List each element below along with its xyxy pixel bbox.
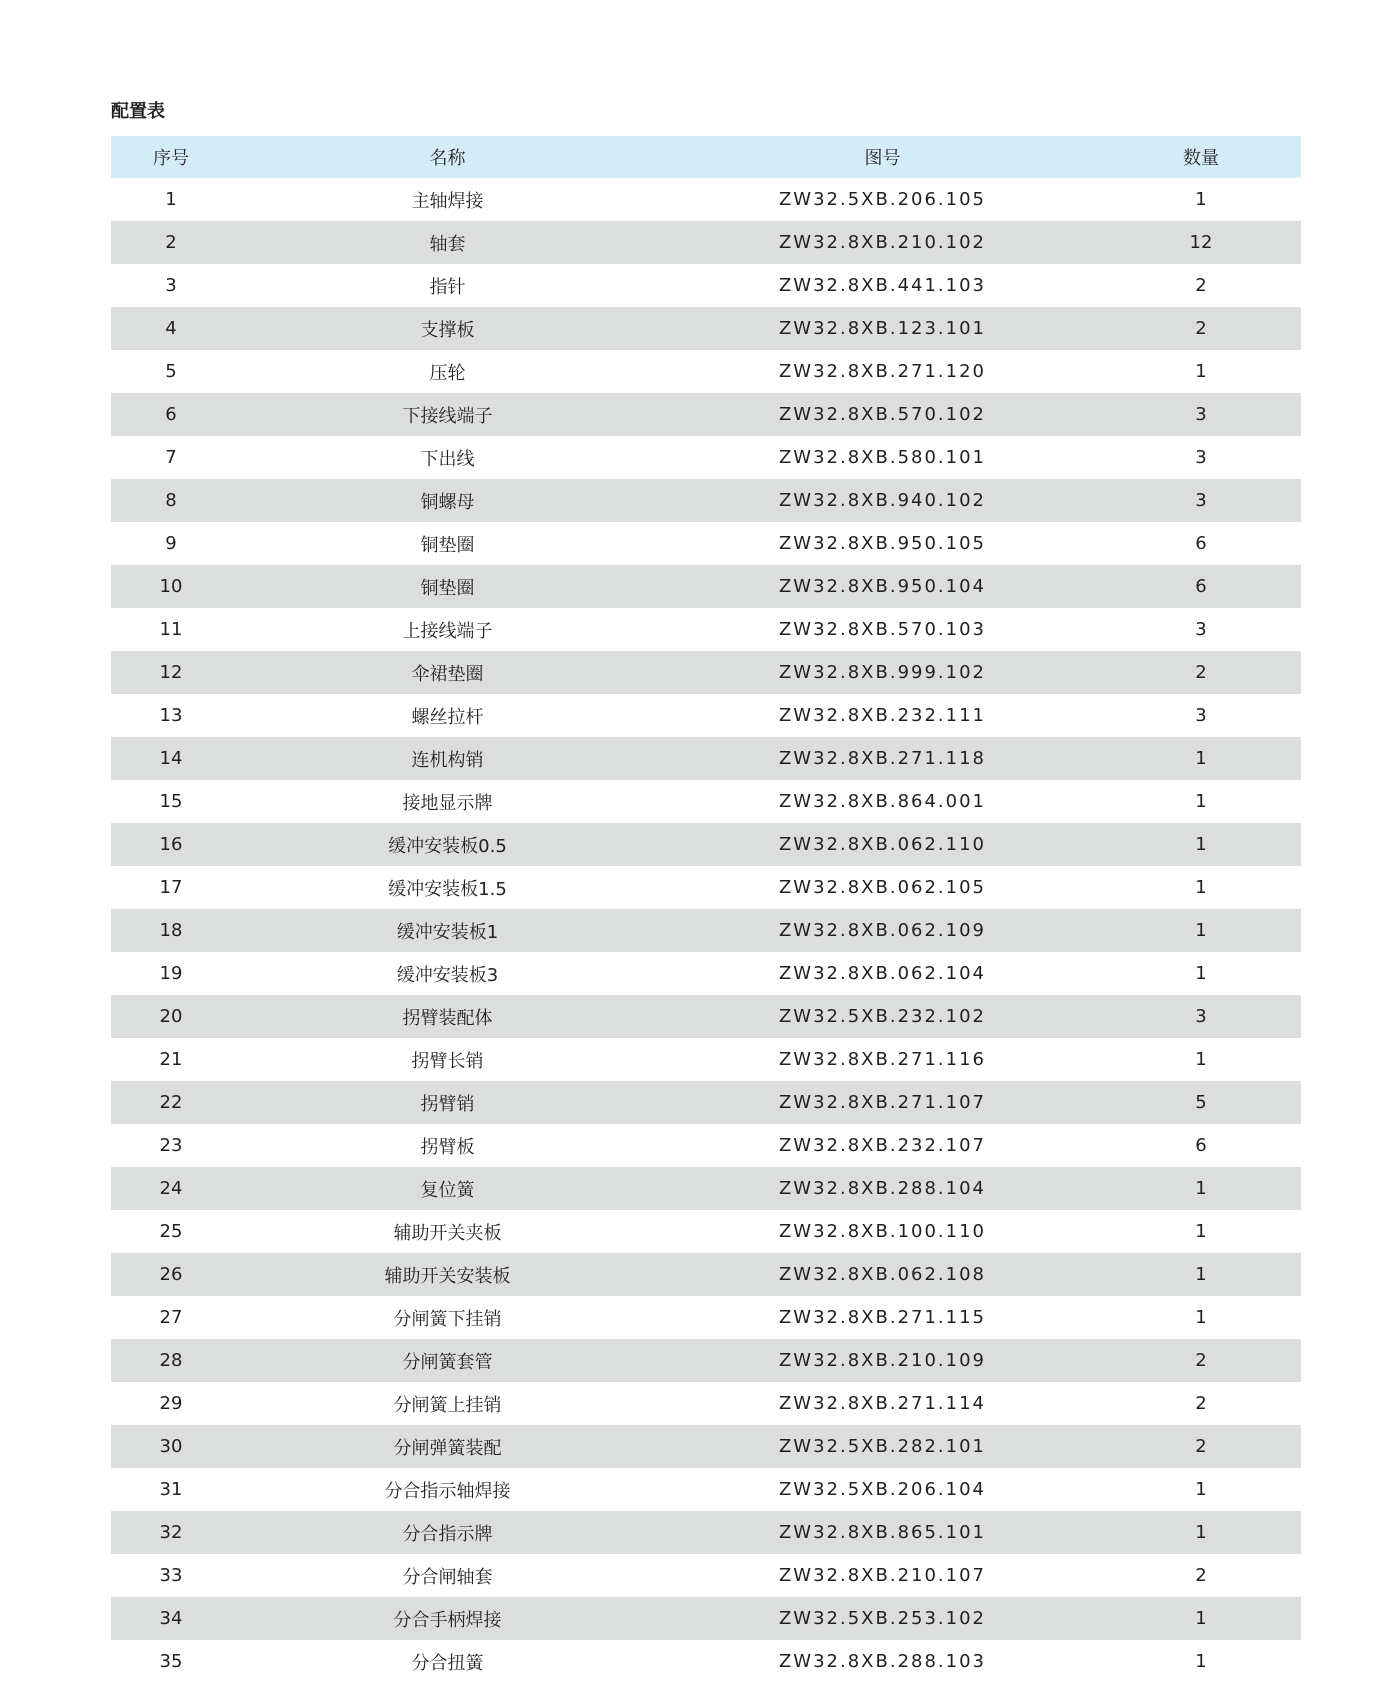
table-body (111, 178, 1301, 1683)
cell-quantity: 1 (1195, 1049, 1207, 1070)
cell-drawing-number: ZW32.8XB.950.104 (778, 576, 987, 597)
cell-name: 压轮 (429, 362, 466, 384)
cell-drawing-number: ZW32.8XB.580.101 (778, 447, 987, 468)
cell-quantity: 1 (1195, 1479, 1207, 1500)
cell-quantity: 1 (1195, 920, 1207, 941)
cell-drawing-number: ZW32.8XB.062.109 (778, 920, 987, 941)
config-table (111, 136, 1301, 1683)
cell-quantity: 1 (1195, 963, 1207, 984)
cell-quantity: 2 (1195, 1436, 1207, 1457)
header-index: 序号 (153, 148, 189, 169)
table-row (111, 264, 1301, 307)
cell-index: 12 (159, 662, 183, 683)
cell-quantity: 2 (1195, 662, 1207, 683)
cell-index: 8 (165, 490, 177, 511)
cell-name: 分合指示轴焊接 (384, 1480, 511, 1502)
cell-drawing-number: ZW32.8XB.288.103 (778, 1651, 987, 1672)
cell-name: 下接线端子 (402, 405, 493, 427)
cell-drawing-number: ZW32.8XB.940.102 (778, 490, 987, 511)
cell-quantity: 3 (1195, 404, 1207, 425)
cell-name: 辅助开关夹板 (393, 1222, 502, 1244)
cell-quantity: 2 (1195, 1565, 1207, 1586)
table-row (111, 393, 1301, 436)
cell-index: 28 (159, 1350, 183, 1371)
cell-drawing-number: ZW32.8XB.999.102 (778, 662, 987, 683)
cell-drawing-number: ZW32.8XB.210.102 (778, 232, 987, 253)
cell-name: 铜垫圈 (420, 577, 475, 599)
cell-name: 分合手柄焊接 (393, 1609, 502, 1631)
cell-quantity: 1 (1195, 791, 1207, 812)
cell-index: 10 (159, 576, 183, 597)
cell-drawing-number: ZW32.8XB.271.115 (778, 1307, 987, 1328)
cell-drawing-number: ZW32.8XB.232.111 (778, 705, 987, 726)
cell-index: 18 (159, 920, 183, 941)
cell-name: 拐臂装配体 (402, 1007, 493, 1029)
cell-index: 20 (159, 1006, 183, 1027)
cell-quantity: 1 (1195, 1178, 1207, 1199)
table-row (111, 436, 1301, 479)
cell-name: 支撑板 (420, 319, 475, 341)
cell-name: 分闸弹簧装配 (393, 1437, 502, 1459)
cell-quantity: 1 (1195, 1307, 1207, 1328)
table-row (111, 651, 1301, 694)
table-row (111, 1468, 1301, 1511)
table-row (111, 1081, 1301, 1124)
table-row (111, 1382, 1301, 1425)
cell-index: 5 (165, 361, 177, 382)
cell-drawing-number: ZW32.8XB.232.107 (778, 1135, 987, 1156)
cell-name: 接地显示牌 (402, 792, 493, 814)
cell-index: 11 (159, 619, 183, 640)
cell-drawing-number: ZW32.8XB.950.105 (778, 533, 987, 554)
table-row (111, 909, 1301, 952)
cell-quantity: 6 (1195, 576, 1207, 597)
cell-quantity: 1 (1195, 1608, 1207, 1629)
table-row (111, 608, 1301, 651)
cell-quantity: 6 (1195, 1135, 1207, 1156)
cell-index: 32 (159, 1522, 183, 1543)
cell-name: 轴套 (429, 233, 466, 255)
cell-name: 分闸簧下挂销 (393, 1308, 502, 1330)
cell-name: 伞裙垫圈 (411, 663, 484, 685)
table-row (111, 1253, 1301, 1296)
table-row (111, 1296, 1301, 1339)
cell-drawing-number: ZW32.8XB.271.114 (778, 1393, 987, 1414)
cell-drawing-number: ZW32.5XB.282.101 (778, 1436, 987, 1457)
cell-drawing-number: ZW32.8XB.441.103 (778, 275, 987, 296)
cell-index: 16 (159, 834, 183, 855)
cell-drawing-number: ZW32.5XB.253.102 (778, 1608, 987, 1629)
cell-index: 14 (159, 748, 183, 769)
cell-name: 铜垫圈 (420, 534, 475, 556)
table-row (111, 178, 1301, 221)
cell-quantity: 2 (1195, 1393, 1207, 1414)
cell-quantity: 5 (1195, 1092, 1207, 1113)
cell-name: 复位簧 (420, 1179, 475, 1201)
cell-name: 辅助开关安装板 (384, 1265, 511, 1287)
cell-drawing-number: ZW32.5XB.232.102 (778, 1006, 987, 1027)
cell-drawing-number: ZW32.8XB.271.107 (778, 1092, 987, 1113)
cell-index: 4 (165, 318, 177, 339)
table-row (111, 995, 1301, 1038)
cell-index: 27 (159, 1307, 183, 1328)
table-row (111, 221, 1301, 264)
cell-drawing-number: ZW32.8XB.288.104 (778, 1178, 987, 1199)
table-row (111, 307, 1301, 350)
cell-drawing-number: ZW32.8XB.271.120 (778, 361, 987, 382)
cell-index: 9 (165, 533, 177, 554)
cell-drawing-number: ZW32.5XB.206.105 (778, 189, 987, 210)
cell-drawing-number: ZW32.8XB.271.118 (778, 748, 987, 769)
cell-index: 23 (159, 1135, 183, 1156)
cell-name: 主轴焊接 (411, 190, 484, 212)
cell-quantity: 1 (1195, 1264, 1207, 1285)
cell-quantity: 2 (1195, 1350, 1207, 1371)
cell-index: 21 (159, 1049, 183, 1070)
cell-name: 分合指示牌 (402, 1523, 493, 1545)
cell-drawing-number: ZW32.8XB.062.110 (778, 834, 987, 855)
table-row (111, 780, 1301, 823)
cell-quantity: 12 (1189, 232, 1213, 253)
cell-index: 2 (165, 232, 177, 253)
table-row (111, 1425, 1301, 1468)
cell-quantity: 3 (1195, 447, 1207, 468)
cell-name: 铜螺母 (420, 491, 475, 513)
cell-quantity: 1 (1195, 1221, 1207, 1242)
table-row (111, 694, 1301, 737)
cell-index: 13 (159, 705, 183, 726)
cell-index: 30 (159, 1436, 183, 1457)
cell-quantity: 3 (1195, 619, 1207, 640)
cell-index: 3 (165, 275, 177, 296)
table-row (111, 1124, 1301, 1167)
cell-quantity: 1 (1195, 1522, 1207, 1543)
table-row (111, 866, 1301, 909)
cell-name: 缓冲安装板0.5 (388, 835, 507, 857)
cell-name: 分合扭簧 (411, 1652, 484, 1674)
cell-quantity: 3 (1195, 1006, 1207, 1027)
cell-drawing-number: ZW32.8XB.062.104 (778, 963, 987, 984)
table-row (111, 1038, 1301, 1081)
table-row (111, 522, 1301, 565)
cell-drawing-number: ZW32.8XB.864.001 (778, 791, 987, 812)
cell-name: 拐臂销 (420, 1093, 475, 1115)
cell-drawing-number: ZW32.8XB.865.101 (778, 1522, 987, 1543)
cell-index: 26 (159, 1264, 183, 1285)
header-quantity: 数量 (1183, 148, 1219, 169)
cell-index: 29 (159, 1393, 183, 1414)
cell-quantity: 1 (1195, 834, 1207, 855)
cell-index: 22 (159, 1092, 183, 1113)
cell-index: 35 (159, 1651, 183, 1672)
cell-drawing-number: ZW32.8XB.062.108 (778, 1264, 987, 1285)
table-header-row (111, 136, 1301, 178)
cell-index: 31 (159, 1479, 183, 1500)
cell-name: 分合闸轴套 (402, 1566, 493, 1588)
table-row (111, 1210, 1301, 1253)
cell-name: 缓冲安装板1.5 (388, 878, 507, 900)
cell-quantity: 2 (1195, 318, 1207, 339)
cell-name: 上接线端子 (402, 620, 493, 642)
cell-drawing-number: ZW32.5XB.206.104 (778, 1479, 987, 1500)
table-row (111, 1167, 1301, 1210)
cell-quantity: 3 (1195, 705, 1207, 726)
cell-index: 33 (159, 1565, 183, 1586)
cell-drawing-number: ZW32.8XB.123.101 (778, 318, 987, 339)
cell-index: 17 (159, 877, 183, 898)
cell-index: 24 (159, 1178, 183, 1199)
cell-name: 指针 (429, 276, 466, 298)
cell-quantity: 1 (1195, 877, 1207, 898)
table-row (111, 737, 1301, 780)
cell-quantity: 1 (1195, 748, 1207, 769)
table-row (111, 1511, 1301, 1554)
table-row (111, 479, 1301, 522)
cell-index: 25 (159, 1221, 183, 1242)
cell-drawing-number: ZW32.8XB.210.107 (778, 1565, 987, 1586)
cell-index: 7 (165, 447, 177, 468)
table-row (111, 1640, 1301, 1683)
cell-quantity: 1 (1195, 1651, 1207, 1672)
cell-index: 6 (165, 404, 177, 425)
cell-name: 分闸簧套管 (402, 1351, 493, 1373)
cell-drawing-number: ZW32.8XB.570.103 (778, 619, 987, 640)
cell-index: 15 (159, 791, 183, 812)
cell-drawing-number: ZW32.8XB.271.116 (778, 1049, 987, 1070)
cell-quantity: 2 (1195, 275, 1207, 296)
cell-quantity: 1 (1195, 361, 1207, 382)
cell-name: 缓冲安装板1 (396, 921, 499, 943)
cell-name: 缓冲安装板3 (396, 964, 499, 986)
cell-quantity: 6 (1195, 533, 1207, 554)
table-row (111, 1597, 1301, 1640)
cell-name: 拐臂长销 (411, 1050, 484, 1072)
cell-name: 拐臂板 (420, 1136, 475, 1158)
table-row (111, 823, 1301, 866)
header-drawing-number: 图号 (864, 148, 901, 169)
header-name: 名称 (429, 148, 466, 169)
page-title: 配置表 (111, 101, 165, 122)
cell-index: 1 (165, 189, 177, 210)
table-row (111, 1339, 1301, 1382)
cell-index: 34 (159, 1608, 183, 1629)
cell-name: 连机构销 (411, 749, 484, 771)
cell-quantity: 1 (1195, 189, 1207, 210)
cell-name: 下出线 (420, 448, 475, 470)
cell-drawing-number: ZW32.8XB.100.110 (778, 1221, 987, 1242)
table-row (111, 952, 1301, 995)
cell-name: 分闸簧上挂销 (393, 1394, 502, 1416)
table-row (111, 1554, 1301, 1597)
cell-index: 19 (159, 963, 183, 984)
cell-drawing-number: ZW32.8XB.062.105 (778, 877, 987, 898)
cell-drawing-number: ZW32.8XB.570.102 (778, 404, 987, 425)
cell-quantity: 3 (1195, 490, 1207, 511)
table-row (111, 565, 1301, 608)
cell-name: 螺丝拉杆 (411, 706, 484, 728)
cell-drawing-number: ZW32.8XB.210.109 (778, 1350, 987, 1371)
table-row (111, 350, 1301, 393)
